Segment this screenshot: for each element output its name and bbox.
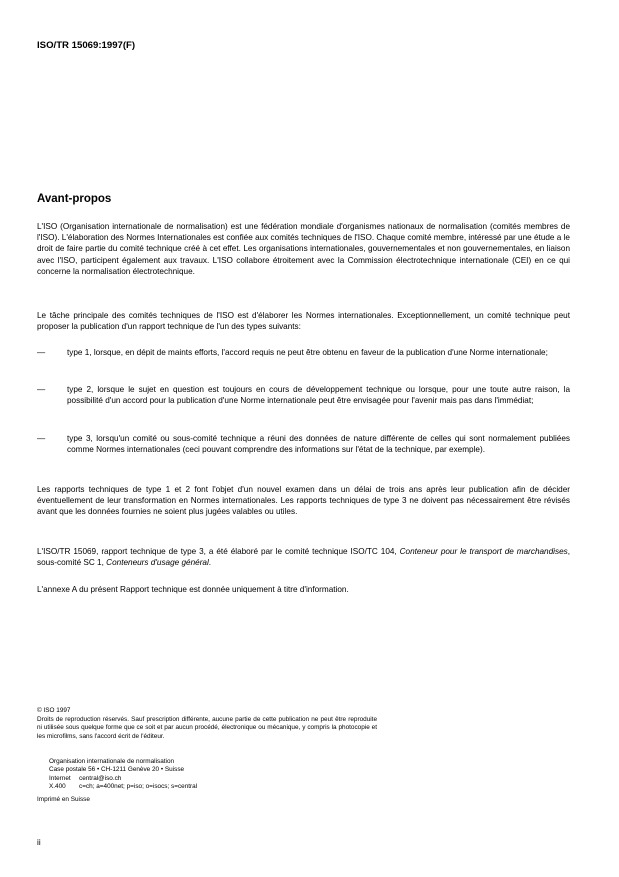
copyright-notice: © ISO 1997 <box>37 707 71 714</box>
page-number: ii <box>37 838 41 847</box>
publisher-internet: Internet central@iso.ch <box>49 775 122 782</box>
list-item-text: type 3, lorsqu'un comité ou sous-comité technique a réuni des données de nature différente de celles qui sont normalement publiées comme Normes internationales (ceci pouvant comprendre des informations sur l'état de la technique, par exemple). <box>67 434 570 455</box>
publisher-postal: Case postale 56 • CH-1211 Genève 20 • Suisse <box>49 766 185 773</box>
list-dash: — <box>37 385 46 394</box>
subcommittee-title: Conteneurs d'usage général <box>106 558 209 568</box>
committee-title: Conteneur pour le transport de marchandises <box>399 547 568 556</box>
rights-notice: Droits de reproduction réservés. Sauf prescription différente, aucune partie de cette publication ne peut être reproduite ni utilisée sous quelque forme que ce soit et par aucun procédé, électronique ou mécanique, y compris la photocopie et les microfilms, sans l'accord écrit de l'éditeur. <box>37 716 377 740</box>
list-item-text: type 1, lorsque, en dépit de maints efforts, l'accord requis ne peut être obtenu en faveur de la publication d'une Norme internationale; <box>67 348 548 357</box>
paragraph-annex: L'annexe A du présent Rapport technique est donnée uniquement à titre d'information. <box>37 585 349 594</box>
list-dash: — <box>37 348 46 357</box>
list-item-text: type 2, lorsque le sujet en question est toujours en cours de développement technique ou lorsque, pour une toute autre raison, la possibilité d'un accord pour la publication d'une Norme internationale peut être envisagée pour l'avenir mais pas dans l'immédiat; <box>67 385 570 406</box>
publisher-org: Organisation internationale de normalisation <box>49 758 175 765</box>
paragraph-review: Les rapports techniques de type 1 et 2 font l'objet d'un nouvel examen dans un délai de trois ans après leur publication afin de décider éventuellement de leur transformation en Normes internationales. Les rapports techniques de type 3 ne doivent pas nécessairement être révisés avant que les données fournies ne soient plus jugées valables ou utiles. <box>37 485 570 517</box>
document-id: ISO/TR 15069:1997(F) <box>37 40 136 51</box>
section-title: Avant-propos <box>37 193 112 205</box>
email-link[interactable]: central@iso.ch <box>79 775 122 782</box>
publisher-x400: X.400 c=ch; a=400net; p=iso; o=isocs; s=central <box>49 783 198 790</box>
paragraph-elaboration: L'ISO/TR 15069, rapport technique de type 3, a été élaboré par le comité technique ISO/TC 104, Conteneur pour le transport de marchandises, sous-comité SC 1, Conteneurs d'usage général. <box>37 547 570 568</box>
paragraph-intro: L'ISO (Organisation internationale de normalisation) est une fédération mondiale d'organismes nationaux de normalisation (comités membres de l'ISO). L'élaboration des Normes Internationales est confiée aux comités techniques de l'ISO. Chaque comité membre, intéressé par une étude a le droit de faire partie du comité technique créé à cet effet. Les organisations internationales, gouvernementales et non gouvernementales, en liaison avec l'ISO, participent également aux travaux. L'ISO collabore étroitement avec la Commission électrotechnique internationale (CEI) en ce qui concerne la normalisation électrotechnique. <box>37 222 570 276</box>
printed-note: Imprimé en Suisse <box>37 796 90 803</box>
list-dash: — <box>37 434 46 443</box>
paragraph-tasks: Le tâche principale des comités techniques de l'ISO est d'élaborer les Normes internationales. Exceptionnellement, un comité technique peut proposer la publication d'un rapport technique de l'un des types suivants: <box>37 311 570 332</box>
